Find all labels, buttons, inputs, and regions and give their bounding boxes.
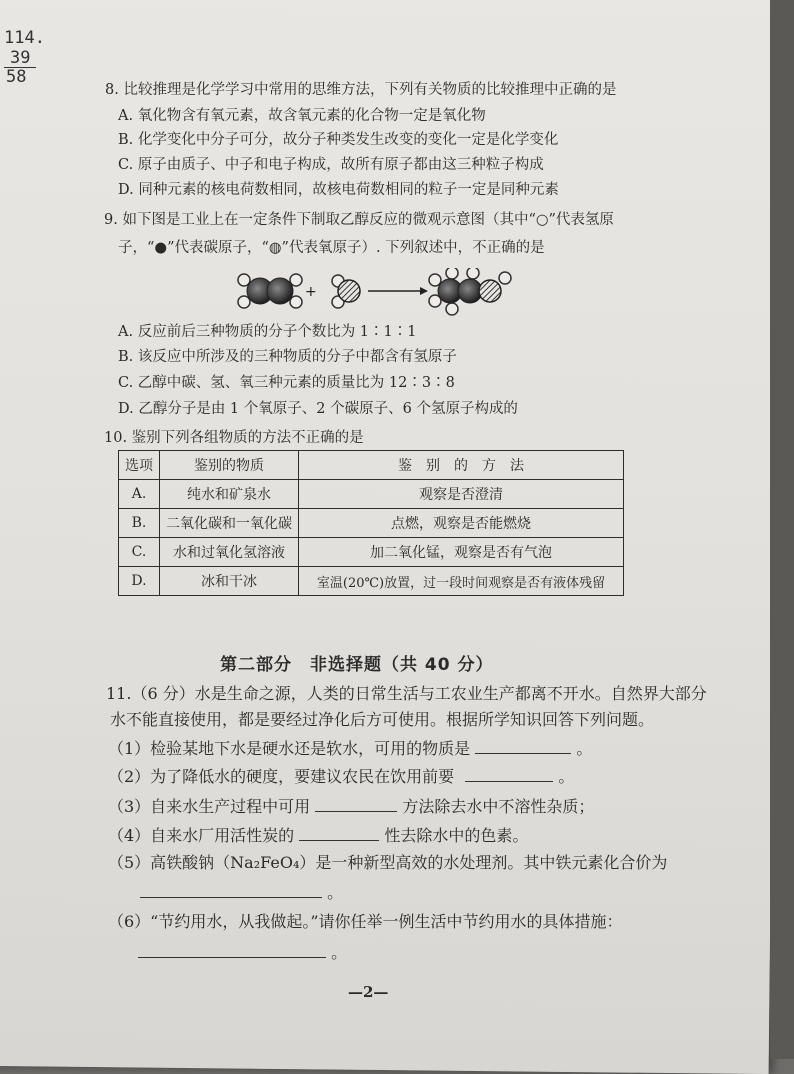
q8-option-c: C. 原子由质子、中子和电子构成，故所有原子都由这三种粒子构成: [118, 157, 544, 173]
q11-part-2-text: （2）为了降低水的硬度，要建议农民在饮用前要: [108, 767, 455, 786]
table-header-row: [119, 451, 624, 480]
q11-part-6: （6）“节约用水，从我做起。”请你任举一例生活中节约用水的具体措施：: [108, 912, 623, 931]
row-d-option: D.: [119, 567, 160, 596]
q9-option-b: B. 该反应中所涉及的三种物质的分子中都含有氢原子: [118, 349, 457, 365]
page-number: —2—: [348, 983, 389, 1001]
q9-stem-1: 9. 如下图是工业上在一定条件下制取乙醇反应的微观示意图（其中“○”代表氢原: [104, 212, 614, 228]
q11-part-5: （5）高铁酸钠（Na₂FeO₄）是一种新型高效的水处理剂。其中铁元素化合价为: [108, 853, 668, 872]
header-option: 选项: [119, 451, 160, 480]
q10-table: [118, 450, 624, 596]
answer-blank-5[interactable]: [140, 882, 322, 898]
table-row: [119, 480, 624, 509]
row-b-method: 点燃，观察是否能燃烧: [299, 509, 624, 538]
section-2-title: 第二部分 非选择题（共 40 分）: [220, 655, 494, 675]
q11-part-5-end: 。: [327, 883, 344, 902]
plus-sign: +: [305, 284, 317, 300]
q10-stem: 10. 鉴别下列各组物质的方法不正确的是: [104, 430, 364, 446]
q11-part-4-text-b: 性去除水中的色素。: [384, 826, 529, 845]
table-row: [119, 567, 624, 596]
row-c-option: C.: [119, 538, 160, 567]
q8-option-b: B. 化学变化中分子可分，故分子种类发生改变的变化一定是化学变化: [118, 132, 559, 148]
q11-part-5-answer: [140, 882, 343, 903]
q11-part-1-text: （1）检验某地下水是硬水还是软水，可用的物质是: [108, 739, 471, 758]
q11-part-3-text-a: （3）自来水生产过程中可用: [108, 797, 311, 816]
q11-stem-1: 11.（6 分）水是生命之源，人类的日常生活与工农业生产都离不开水。自然界大部分: [106, 684, 707, 703]
q8-option-d: D. 同种元素的核电荷数相同，故核电荷数相同的粒子一定是同种元素: [118, 182, 559, 198]
q11-stem-2: 水不能直接使用，都是要经过净化后方可使用。根据所学知识回答下列问题。: [110, 710, 655, 729]
q11-part-1: [108, 738, 592, 759]
q9-option-c: C. 乙醇中碳、氢、氧三种元素的质量比为 12∶3∶8: [118, 375, 455, 391]
q11-part-2: [108, 766, 574, 787]
q11-part-2-end: 。: [558, 767, 575, 786]
margin-note-1: 114.: [4, 28, 45, 48]
margin-note-2: 39: [10, 48, 31, 68]
q9-option-a: A. 反应前后三种物质的分子个数比为 1∶1∶1: [118, 324, 417, 340]
q9-option-d: D. 乙醇分子是由 1 个氧原子、2 个碳原子、6 个氢原子构成的: [118, 401, 518, 417]
q8-option-a: A. 氧化物含有氧元素，故含氧元素的化合物一定是氧化物: [118, 108, 486, 124]
ethanol-molecule: [429, 268, 511, 315]
row-d-method: 室温(20℃)放置，过一段时间观察是否有液体残留: [299, 567, 624, 596]
answer-blank-6[interactable]: [138, 942, 326, 958]
header-method: 鉴 别 的 方 法: [299, 451, 624, 480]
row-c-method: 加二氧化锰，观察是否有气泡: [299, 538, 624, 567]
answer-blank-4[interactable]: [299, 825, 379, 841]
q11-part-3-text-b: 方法除去水中不溶性杂质；: [402, 797, 595, 816]
q11-part-6-answer: [138, 942, 347, 963]
water-molecule: [332, 275, 360, 308]
q11-part-1-end: 。: [576, 739, 593, 758]
row-a-substances: 纯水和矿泉水: [160, 480, 299, 509]
answer-blank-3[interactable]: [315, 796, 397, 812]
row-b-option: B.: [119, 509, 160, 538]
answer-blank-1[interactable]: [475, 738, 571, 754]
table-row: [119, 538, 624, 567]
row-d-substances: 冰和干冰: [160, 567, 299, 596]
table-row: [119, 509, 624, 538]
margin-note-3: 58: [6, 67, 27, 87]
reaction-diagram: [230, 268, 530, 316]
q11-part-4-text-a: （4）自来水厂用活性炭的: [108, 826, 295, 845]
row-a-method: 观察是否澄清: [299, 480, 624, 509]
row-c-substances: 水和过氧化氢溶液: [160, 538, 299, 567]
q9-stem-2: 子，“●”代表碳原子，“◍”代表氧原子）. 下列叙述中，不正确的是: [118, 240, 545, 256]
q11-part-3: [108, 796, 594, 817]
row-a-option: A.: [119, 480, 160, 509]
q11-part-4: [108, 825, 528, 846]
row-b-substances: 二氧化碳和一氧化碳: [160, 509, 299, 538]
answer-blank-2[interactable]: [465, 766, 553, 782]
q8-stem: 8. 比较推理是化学学习中常用的思维方法，下列有关物质的比较推理中正确的是: [105, 82, 617, 98]
reaction-arrow: [368, 287, 428, 295]
header-substances: 鉴别的物质: [160, 451, 299, 480]
q11-part-6-end: 。: [331, 943, 348, 962]
ethylene-molecule: [238, 274, 302, 308]
